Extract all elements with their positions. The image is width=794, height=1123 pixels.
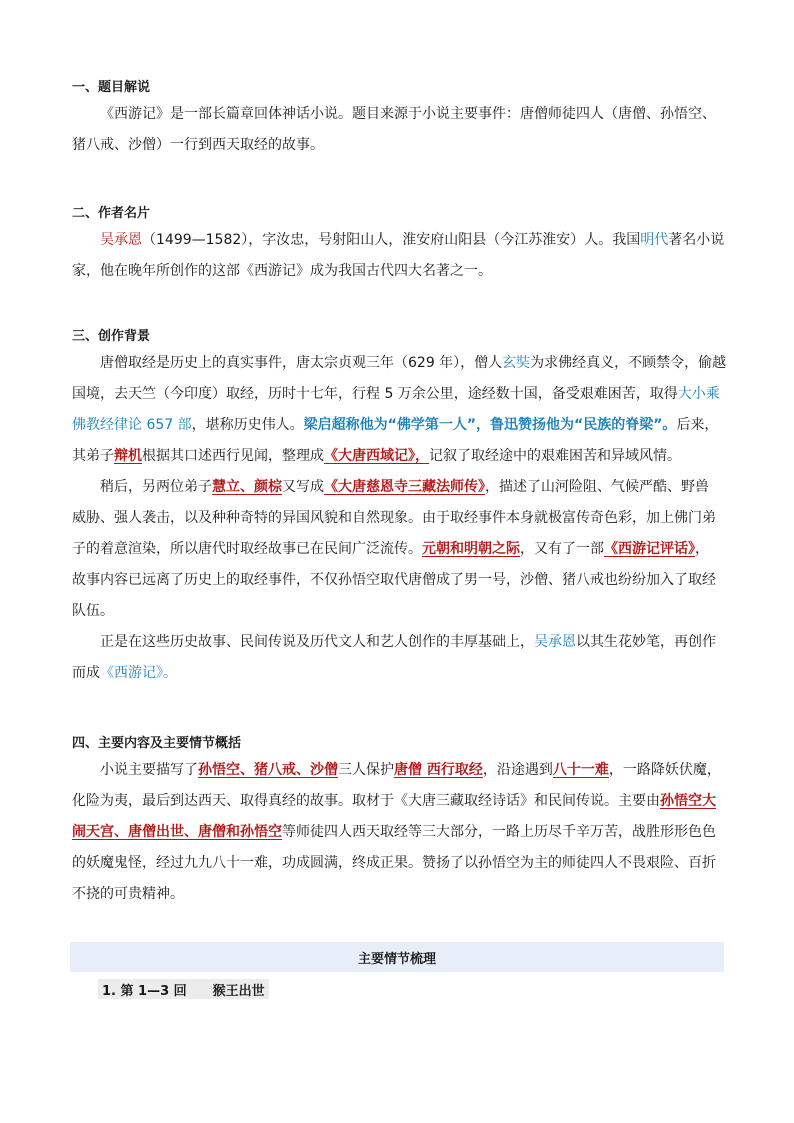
quote-highlight: 梁启超称他为“佛学第一人”，鲁迅赞扬他为“民族的脊梁”。 xyxy=(303,417,677,433)
part-tang-and-sun: 唐僧和孙悟空 xyxy=(198,824,282,840)
scriptures-highlight: 大小乘 xyxy=(677,386,720,402)
book-datang-xiyuji: 《大唐西域记》， xyxy=(324,448,429,464)
heading-main-content: 四、主要内容及主要情节概括 xyxy=(72,736,242,751)
plot-summary-header xyxy=(70,942,724,972)
trials-highlight: 八十一难 xyxy=(552,762,609,778)
part-tang-birth: 唐僧出世 xyxy=(128,824,184,840)
book-xiyouji-pinghua: 《西游记评话》 xyxy=(604,541,695,557)
characters-highlight: 孙悟空、猪八戒、沙僧 xyxy=(198,762,338,778)
heading-background: 三、创作背景 xyxy=(72,329,151,344)
book-sanzang-biography: 《大唐慈恩寺三藏法师传》 xyxy=(324,479,485,495)
paragraph-background-1: 唐僧取经是历史上的真实事件，唐太宗贞观三年（629 年），僧人玄奘为求佛经真义，不顾禁令，偷越 国境，去天竺（今印度）取经，历时十七年，行程 5 万余公里，途经数十国，备受艰难困苦，取得大小乘 佛教经律论 657 部，堪称历史伟人。梁启超称他为“佛学第一人”，鲁迅赞扬他为“民族的脊梁”。后来， 其弟子辩机根据其口述西行见闻，整理成《大唐西域记》，记叙了取经途中的艰难困苦和异域风情。 稍后，另两位弟子慧立、颜棕又写成《大唐慈恩寺三藏法师传》，描述了山河险阻、气候严酷、野兽 威胁、强人袭击，以及种种奇特的异国风貌和自然现象。由于取经事件本身就极富传奇色彩，加上佛门弟 子的着意渲染，所以唐代时取经故事已在民间广泛流传。元朝和明朝之际，又有了一部《西游记评话》， 故事内容已远离了历史上的取经事件，不仅孙悟空取代唐僧成了男一号，沙僧、猪八戒也纷纷加入了取经 队伍。 正是在这些历史故事、民间传说及历代文人和艺人创作的丰厚基础上，吴承恩以其生花妙笔，再创作 而成《西游记》。 xyxy=(72,355,727,681)
paragraph-main-content: 小说主要描写了孙悟空、猪八戒、沙僧三人保护唐僧 西行取经，沿途遇到八十一难，一路降妖伏魔， 化险为夷，最后到达西天、取得真经的故事。取材于《大唐三藏取经诗话》和民间传说。主要由孙悟空大 闹天宫、唐僧出世、唐僧和孙悟空等师徒四人西天取经等三大部分，一路上历尽千辛万苦，战胜形形色色 的妖魔鬼怪，经过九九八十一难，功成圆满，终成正果。赞扬了以孙悟空为主的师徒四人不畏艰险、百折 不挠的可贵精神。 xyxy=(72,762,721,902)
heading-title-explanation: 一、题目解说 xyxy=(72,80,151,95)
disciples-names-highlight: 慧立、颜棕 xyxy=(212,479,282,495)
author-highlight: 吴承恩 xyxy=(534,634,576,650)
heading-author-card: 二、作者名片 xyxy=(72,206,151,221)
plot-item-title: 猴王出世 xyxy=(212,983,265,999)
tang-journey-highlight: 唐僧 西行取经 xyxy=(394,762,483,778)
paragraph-author-card: 吴承恩（1499—1582），字汝忠，号射阳山人，淮安府山阳县（今江苏淮安）人。我国明代著名小说 家，他在晚年所创作的这部《西游记》成为我国古代四大名著之一。 xyxy=(72,232,725,279)
part-havoc-heaven: 孙悟空大 xyxy=(660,793,716,809)
dynasty-highlight: 明代 xyxy=(640,232,669,248)
xuanzang-highlight: 玄奘 xyxy=(502,355,531,371)
era-highlight: 元朝和明朝之际 xyxy=(422,541,520,557)
book-xiyouji: 《西游记》。 xyxy=(100,665,177,681)
author-name: 吴承恩 xyxy=(100,232,142,248)
paragraph-title-explanation: 《西游记》是一部长篇章回体神话小说。题目来源于小说主要事件：唐僧师徒四人（唐僧、孙悟空、 猪八戒、沙僧）一行到西天取经的故事。 xyxy=(72,106,716,153)
disciple-highlight: 辩机 xyxy=(114,448,142,464)
plot-item-number: 1. 第 1—3 回 xyxy=(102,983,187,999)
plot-summary-title: 主要情节梳理 xyxy=(357,951,436,967)
plot-item-1 xyxy=(98,979,269,999)
